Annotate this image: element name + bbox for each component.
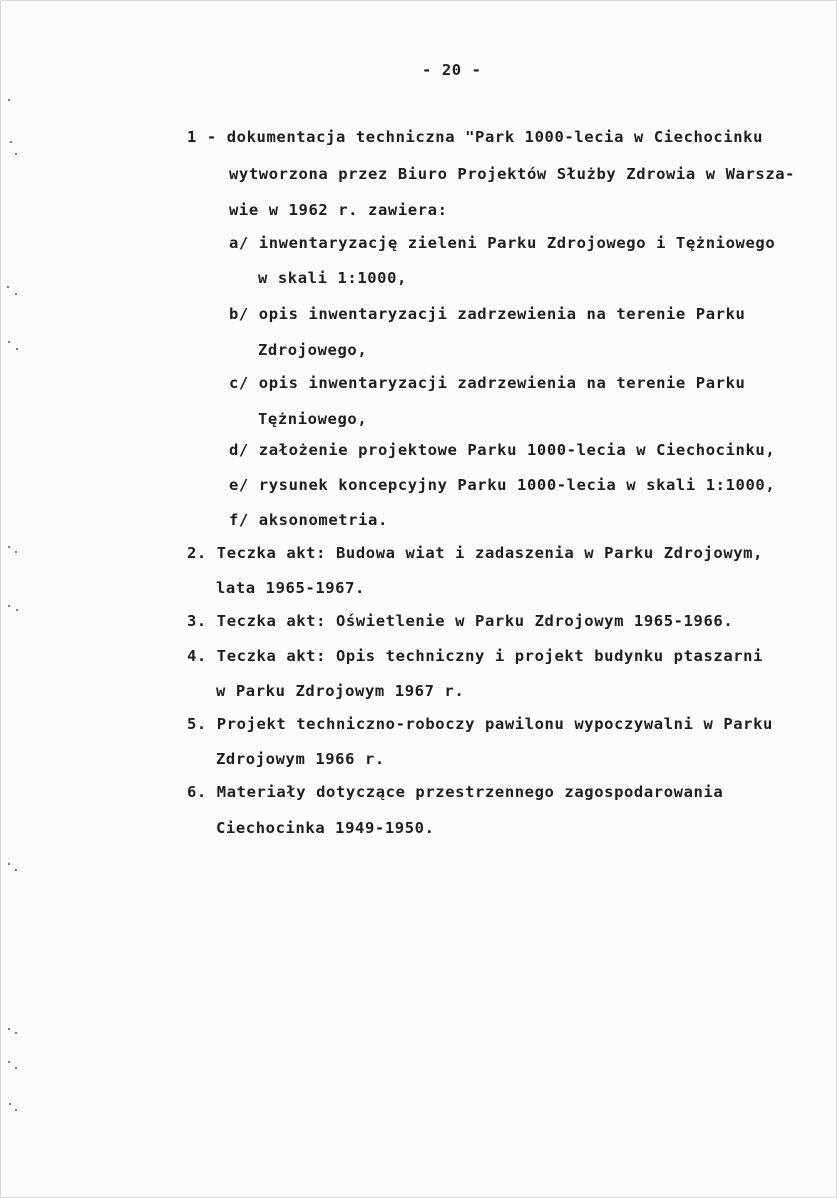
text-line-6: b/ opis inwentaryzacji zadrzewienia na terenie Parku bbox=[229, 305, 746, 323]
scan-speck bbox=[15, 1032, 17, 1034]
scan-speck bbox=[8, 546, 10, 548]
page-number: - 20 - bbox=[422, 61, 482, 79]
scan-speck bbox=[8, 341, 10, 343]
text-line-9: Tężniowego, bbox=[258, 410, 368, 428]
scan-speck bbox=[15, 551, 17, 553]
scan-speck bbox=[15, 869, 17, 871]
scan-speck bbox=[8, 1061, 10, 1063]
scan-speck bbox=[8, 99, 10, 101]
text-line-10: d/ założenie projektowe Parku 1000-lecia w Ciechocinku, bbox=[229, 441, 776, 459]
text-line-12: f/ aksonometria. bbox=[229, 511, 388, 529]
text-line-8: c/ opis inwentaryzacji zadrzewienia na terenie Parku bbox=[229, 374, 746, 392]
text-line-7: Zdrojowego, bbox=[258, 341, 368, 359]
text-line-11: e/ rysunek koncepcyjny Parku 1000-lecia w skali 1:1000, bbox=[229, 476, 776, 494]
scan-speck bbox=[16, 609, 18, 611]
text-line-17: w Parku Zdrojowym 1967 r. bbox=[216, 682, 465, 700]
text-line-18: 5. Projekt techniczno-roboczy pawilonu wypoczywalni w Parku bbox=[187, 715, 773, 733]
scan-speck bbox=[9, 1103, 11, 1105]
text-line-13: 2. Teczka akt: Budowa wiat i zadaszenia w Parku Zdrojowym, bbox=[187, 544, 764, 562]
text-line-5: w skali 1:1000, bbox=[258, 269, 407, 287]
scan-speck bbox=[16, 348, 18, 350]
scan-speck bbox=[8, 605, 10, 607]
scan-speck bbox=[8, 863, 10, 865]
text-line-4: a/ inwentaryzację zieleni Parku Zdrojowego i Tężniowego bbox=[229, 234, 776, 252]
scan-speck bbox=[10, 141, 12, 143]
scan-speck bbox=[15, 1067, 17, 1069]
scan-speck bbox=[15, 1109, 17, 1111]
scan-speck bbox=[15, 293, 17, 295]
scan-speck bbox=[7, 286, 9, 288]
text-line-21: Ciechocinka 1949-1950. bbox=[216, 819, 435, 837]
text-line-19: Zdrojowym 1966 r. bbox=[216, 750, 385, 768]
text-line-2: wytworzona przez Biuro Projektów Służby Zdrowia w Warsza- bbox=[229, 165, 796, 183]
text-line-20: 6. Materiały dotyczące przestrzennego zagospodarowania bbox=[187, 783, 724, 801]
text-line-14: lata 1965-1967. bbox=[216, 579, 365, 597]
text-line-3: wie w 1962 r. zawiera: bbox=[229, 201, 448, 219]
scan-speck bbox=[15, 153, 17, 155]
text-line-1: 1 - dokumentacja techniczna "Park 1000-lecia w Ciechocinku bbox=[187, 128, 764, 146]
scan-speck bbox=[8, 1028, 10, 1030]
text-line-15: 3. Teczka akt: Oświetlenie w Parku Zdrojowym 1965-1966. bbox=[187, 612, 734, 630]
text-line-16: 4. Teczka akt: Opis techniczny i projekt budynku ptaszarni bbox=[187, 647, 764, 665]
